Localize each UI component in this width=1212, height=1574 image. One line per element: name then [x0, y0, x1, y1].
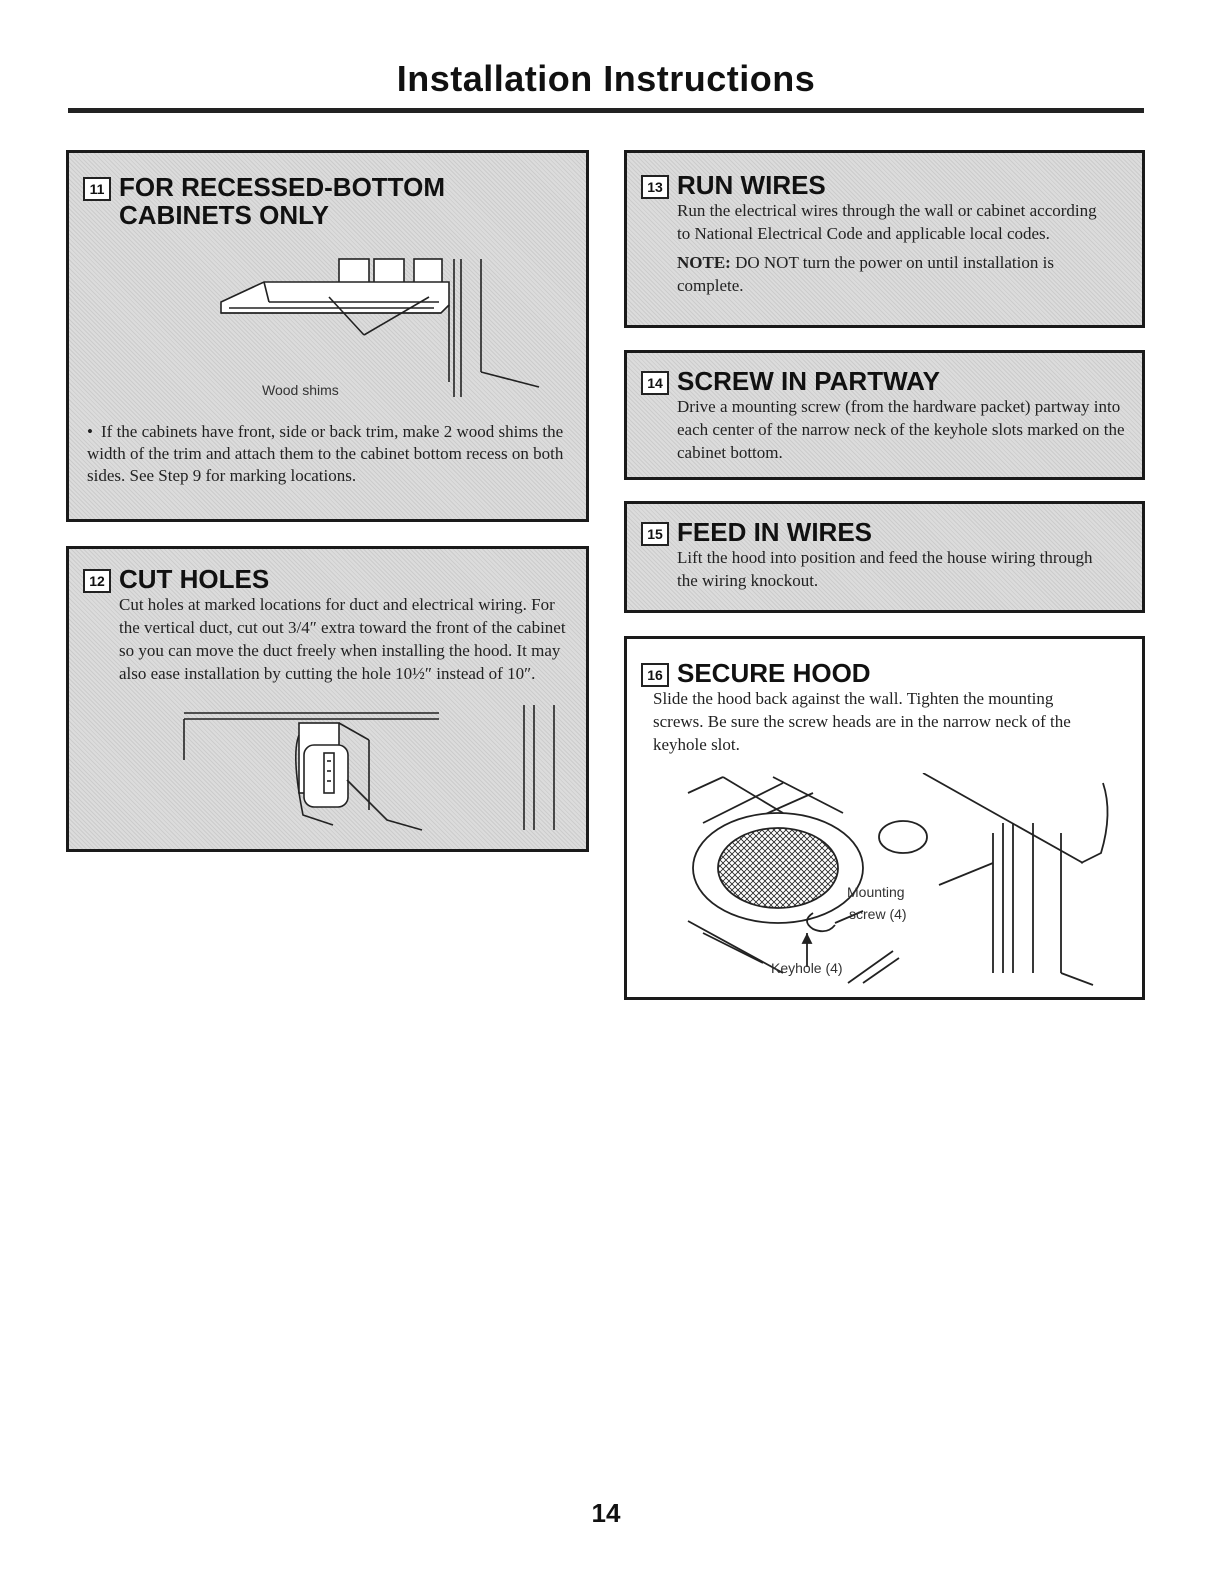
mounting-label: Mounting — [847, 884, 905, 900]
step-15-text: Lift the hood into position and feed the house wiring through the wiring knockout. — [677, 548, 1093, 590]
secure-hood-illustration — [663, 773, 1133, 987]
step-13-heading — [641, 171, 826, 199]
step-15-box — [624, 501, 1145, 613]
step-15-number: 15 — [641, 522, 669, 546]
step-13-text — [677, 199, 1097, 303]
keyhole-label: Keyhole (4) — [771, 960, 843, 976]
step-11-heading — [83, 173, 445, 229]
wood-shims-label: Wood shims — [262, 382, 339, 398]
step-12-title: CUT HOLES — [119, 564, 270, 594]
step-13-note: NOTE: DO NOT turn the power on until installation is complete. — [677, 253, 1054, 295]
step-14-box — [624, 350, 1145, 480]
step-14-title: SCREW IN PARTWAY — [677, 366, 940, 396]
step-16-heading — [641, 659, 871, 687]
step-14-heading — [641, 367, 940, 395]
step-11-bullet: • If the cabinets have front, side or back trim, make 2 wood shims the width of the trim and attach them to the cabinet bottom recess on both sides. See Step 9 for marking locations. — [87, 422, 564, 485]
step-12-text: Cut holes at marked locations for duct and electrical wiring. For the vertical duct, cut out 3/4″ extra toward the front of the cabinet so you can move the duct freely when installing the hood. It may also ease installation by cutting the hole 10½″ instead of 10″. — [119, 595, 566, 683]
step-14-text: Drive a mounting screw (from the hardware packet) partway into each center of the narrow neck of the keyhole slots marked on the cabinet bottom. — [677, 397, 1125, 462]
step-11-title-line1: FOR RECESSED-BOTTOM — [119, 172, 445, 202]
step-12-heading — [83, 565, 269, 593]
step-12-number: 12 — [83, 569, 111, 593]
step-16-title: SECURE HOOD — [677, 658, 871, 688]
step-13-paragraph: Run the electrical wires through the wall or cabinet according to National Electrical Code and applicable local codes. — [677, 201, 1097, 243]
page-title: Installation Instructions — [396, 58, 816, 99]
step-15-heading — [641, 518, 872, 546]
step-15-title: FEED IN WIRES — [677, 517, 873, 547]
cut-holes-illustration — [169, 705, 569, 833]
step-16-box — [624, 636, 1145, 1000]
step-13-title: RUN WIRES — [677, 170, 826, 200]
bullet-mark: • — [87, 422, 93, 441]
step-13-number: 13 — [641, 175, 669, 199]
step-11-box — [66, 150, 589, 522]
step-12-box — [66, 546, 589, 852]
step-14-number: 14 — [641, 371, 669, 395]
step-11-title-line2: CABINETS ONLY — [119, 200, 329, 230]
title-rule — [68, 108, 1144, 113]
step-13-box — [624, 150, 1145, 328]
page-number: 14 — [591, 1498, 621, 1528]
screw-label: screw (4) — [849, 906, 907, 922]
step-11-number: 11 — [83, 177, 111, 201]
step-16-number: 16 — [641, 663, 669, 687]
step-16-text: Slide the hood back against the wall. Tighten the mounting screws. Be sure the screw heads are in the narrow neck of the keyhole slot. — [653, 689, 1071, 754]
